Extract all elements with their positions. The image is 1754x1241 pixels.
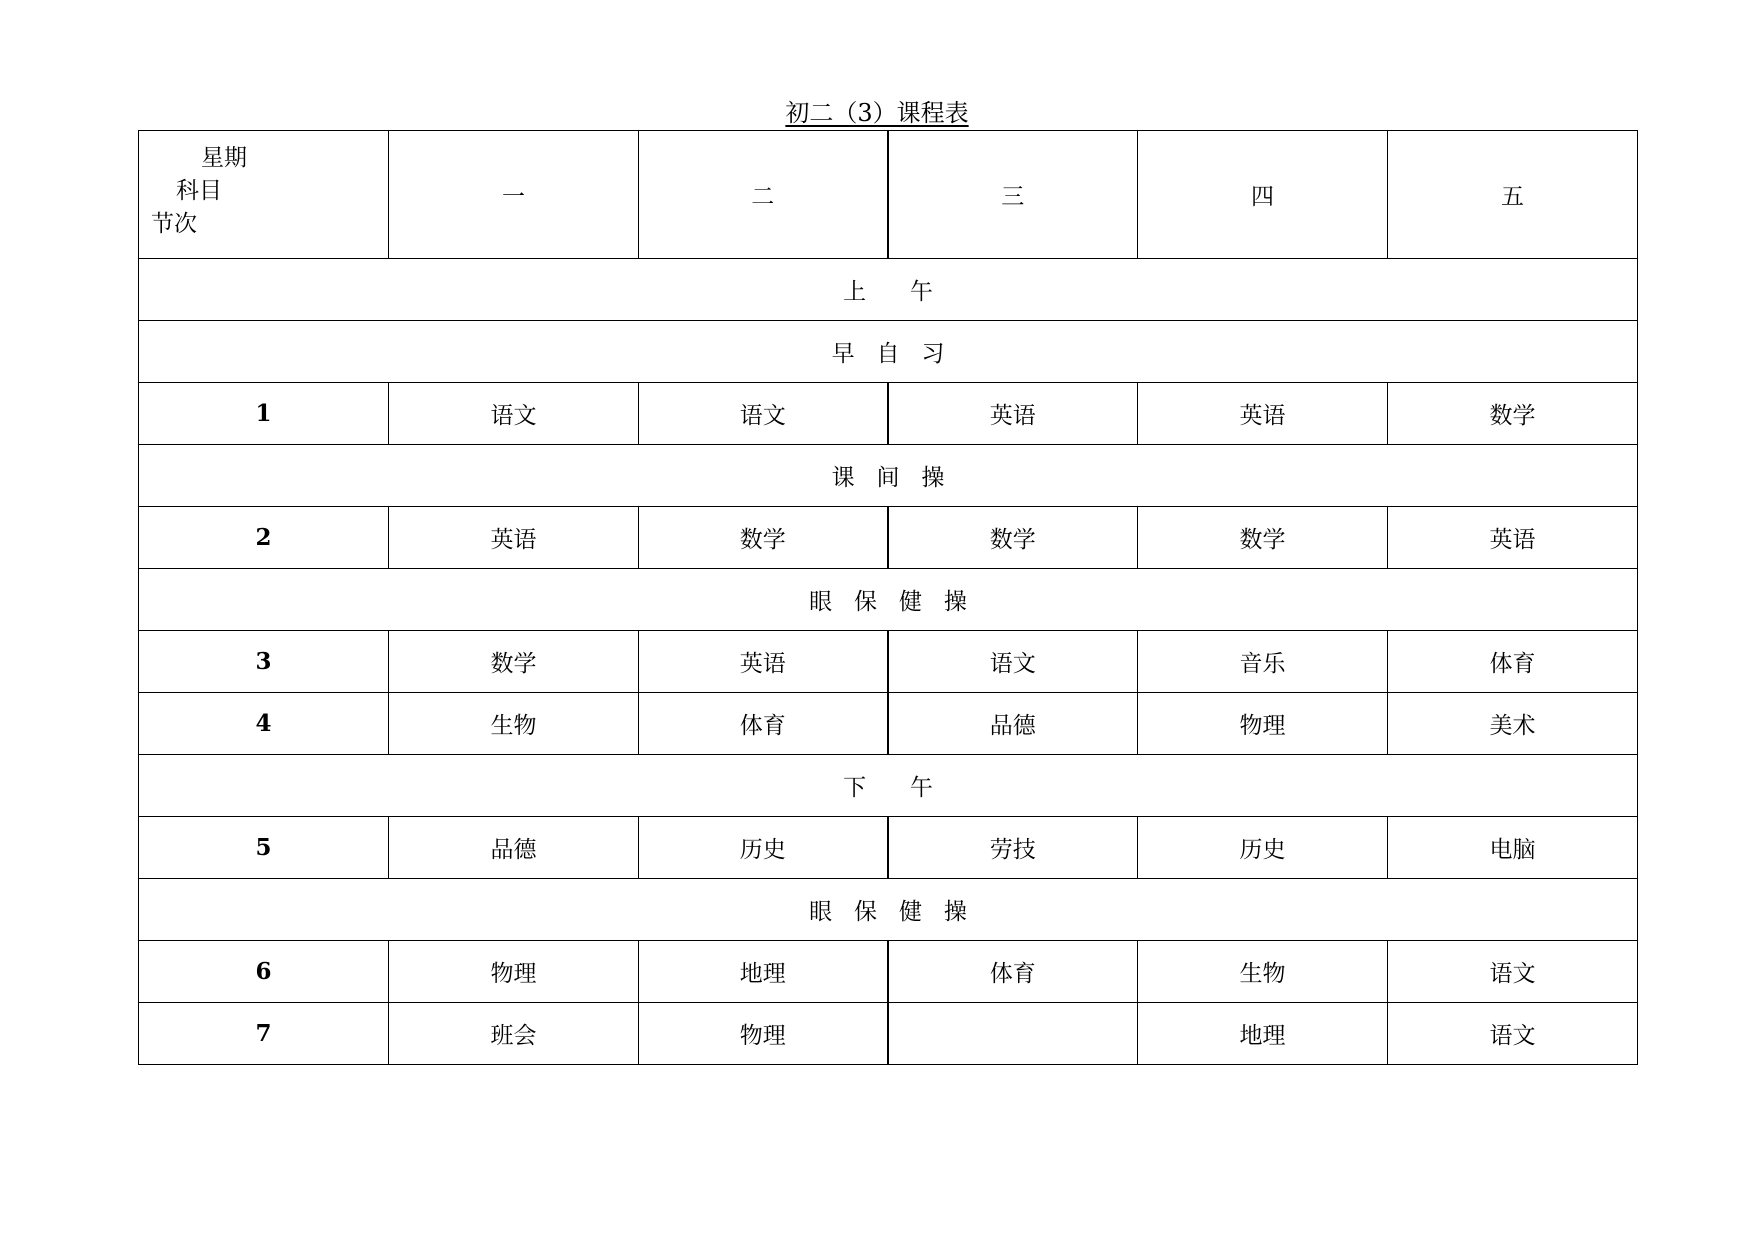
period-row [139, 941, 1638, 1003]
subject-cell: 英语 [639, 631, 888, 693]
section-label: 早 自 习 [831, 341, 945, 367]
period-number: 5 [139, 817, 389, 879]
subject-cell: 语文 [639, 383, 888, 445]
section-label-cell [139, 445, 1638, 507]
subject-cell: 电脑 [1388, 817, 1638, 879]
section-label: 课 间 操 [831, 465, 945, 491]
section-row [139, 569, 1638, 631]
period-number: 3 [139, 631, 389, 693]
section-label-cell [139, 879, 1638, 941]
subject-cell: 语文 [1388, 1003, 1638, 1065]
corner-label-weekday: 星期 [201, 145, 247, 171]
subject-cell: 数学 [888, 507, 1138, 569]
subject-cell: 品德 [389, 817, 639, 879]
period-number: 2 [139, 507, 389, 569]
day-header-fri: 五 [1388, 131, 1638, 259]
subject-cell: 体育 [1388, 631, 1638, 693]
section-label: 下 午 [843, 775, 933, 801]
day-header-wed: 三 [888, 131, 1138, 259]
section-row [139, 321, 1638, 383]
subject-cell: 美术 [1388, 693, 1638, 755]
schedule-table [138, 130, 1638, 1065]
period-row [139, 1003, 1638, 1065]
subject-cell: 语文 [389, 383, 639, 445]
subject-cell: 英语 [1388, 507, 1638, 569]
day-header-thu: 四 [1138, 131, 1388, 259]
subject-cell: 历史 [1138, 817, 1388, 879]
subject-cell: 体育 [639, 693, 888, 755]
subject-cell: 语文 [1388, 941, 1638, 1003]
subject-cell: 劳技 [888, 817, 1138, 879]
section-row [139, 879, 1638, 941]
subject-cell: 体育 [888, 941, 1138, 1003]
page-title: 初二（3）课程表 [785, 99, 969, 127]
period-row [139, 507, 1638, 569]
period-number: 4 [139, 693, 389, 755]
subject-cell: 班会 [389, 1003, 639, 1065]
section-label-cell [139, 569, 1638, 631]
subject-cell: 物理 [639, 1003, 888, 1065]
section-label: 上 午 [843, 279, 933, 305]
period-row [139, 631, 1638, 693]
corner-label-subject: 科目 [176, 178, 222, 204]
period-row [139, 693, 1638, 755]
subject-cell: 数学 [389, 631, 639, 693]
subject-cell: 英语 [389, 507, 639, 569]
subject-cell: 英语 [888, 383, 1138, 445]
subject-cell: 数学 [1138, 507, 1388, 569]
period-number: 6 [139, 941, 389, 1003]
subject-cell: 历史 [639, 817, 888, 879]
period-number: 7 [139, 1003, 389, 1065]
section-label-cell [139, 321, 1638, 383]
subject-cell: 品德 [888, 693, 1138, 755]
section-row [139, 445, 1638, 507]
day-header-tue: 二 [639, 131, 888, 259]
period-number: 1 [139, 383, 389, 445]
subject-cell: 物理 [389, 941, 639, 1003]
subject-cell: 数学 [639, 507, 888, 569]
period-row [139, 383, 1638, 445]
section-row [139, 755, 1638, 817]
section-label: 眼 保 健 操 [809, 899, 967, 925]
corner-header-cell [139, 131, 389, 259]
corner-label-period: 节次 [151, 211, 197, 237]
subject-cell: 数学 [1388, 383, 1638, 445]
section-label-cell [139, 755, 1638, 817]
subject-cell [888, 1003, 1138, 1065]
subject-cell: 地理 [1138, 1003, 1388, 1065]
subject-cell: 语文 [888, 631, 1138, 693]
subject-cell: 物理 [1138, 693, 1388, 755]
subject-cell: 生物 [389, 693, 639, 755]
section-label-cell [139, 259, 1638, 321]
header-row [139, 131, 1638, 259]
subject-cell: 英语 [1138, 383, 1388, 445]
subject-cell: 地理 [639, 941, 888, 1003]
day-header-mon: 一 [389, 131, 639, 259]
period-row [139, 817, 1638, 879]
subject-cell: 音乐 [1138, 631, 1388, 693]
section-label: 眼 保 健 操 [809, 589, 967, 615]
subject-cell: 生物 [1138, 941, 1388, 1003]
section-row [139, 259, 1638, 321]
